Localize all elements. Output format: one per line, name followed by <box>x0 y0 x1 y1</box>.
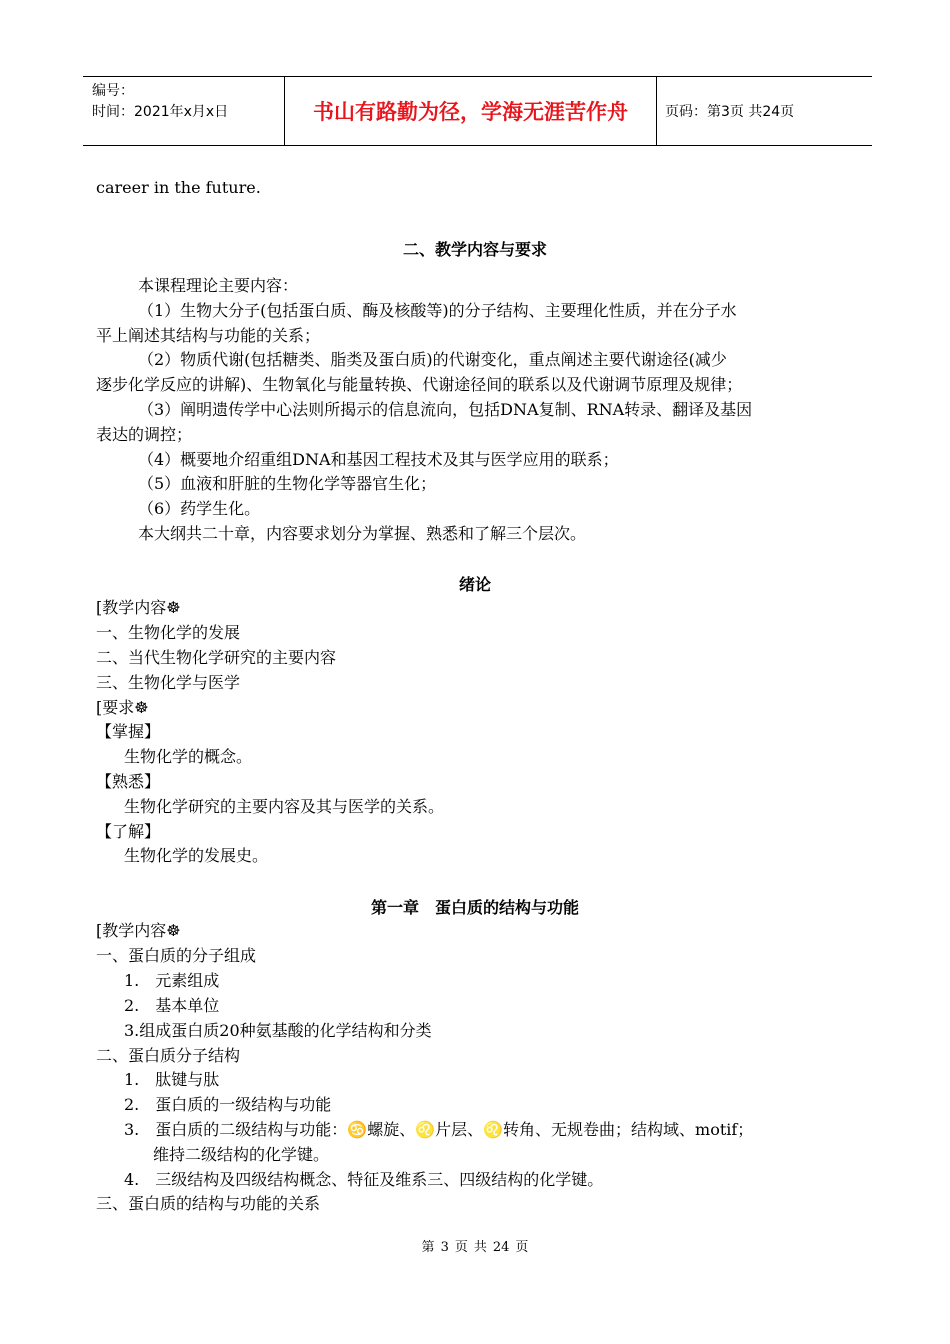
footer-ye: 页 <box>454 1240 468 1255</box>
section2-line: （2）物质代谢(包括糖类、脂类及蛋白质)的代谢变化，重点阐述主要代谢途径(减少 <box>138 350 727 369</box>
chapter1-line: 二、蛋白质分子结构 <box>96 1046 241 1065</box>
header-motto: 书山有路勤为径，学海无涯苦作舟 <box>285 77 657 145</box>
intro-line: 生物化学的概念。 <box>124 747 253 766</box>
section2-line: （3）阐明遗传学中心法则所揭示的信息流向，包括DNA复制、RNA转录、翻译及基因 <box>138 400 753 419</box>
intro-line: 二、当代生物化学研究的主要内容 <box>96 648 337 667</box>
chapter1-line: 3. 蛋白质的二级结构与功能：♋螺旋、♌片层、♌转角、无规卷曲；结构域、motif； <box>124 1120 754 1139</box>
chapter1-line: 2. 基本单位 <box>124 996 220 1015</box>
intro-line: [教学内容☸ <box>96 598 181 617</box>
header-time: 时间：2021年x月x日 <box>92 104 229 120</box>
header-number: 编号： <box>92 83 134 99</box>
chapter1-line: 1. 元素组成 <box>124 971 220 990</box>
chapter1-title: 第一章 蛋白质的结构与功能 <box>370 898 579 917</box>
intro-line: 生物化学研究的主要内容及其与医学的关系。 <box>124 797 445 816</box>
footer-di: 第 <box>421 1240 435 1255</box>
section2-title: 二、教学内容与要求 <box>402 240 547 259</box>
section2-line: 本课程理论主要内容： <box>138 276 299 295</box>
intro-line: 【了解】 <box>96 822 161 841</box>
chapter1-line: 3.组成蛋白质20种氨基酸的化学结构和分类 <box>124 1021 432 1040</box>
chapter1-line: 维持二级结构的化学键。 <box>153 1145 330 1164</box>
chapter1-line: 4. 三级结构及四级结构概念、特征及维系三、四级结构的化学键。 <box>124 1170 604 1189</box>
intro-chapter-title: 绪论 <box>458 575 491 594</box>
section2-line: （4）概要地介绍重组DNA和基因工程技术及其与医学应用的联系； <box>138 450 619 469</box>
section2-line: 平上阐述其结构与功能的关系； <box>96 326 321 345</box>
intro-line: 【熟悉】 <box>96 772 161 791</box>
chapter1-line: 三、蛋白质的结构与功能的关系 <box>96 1194 321 1213</box>
header-meta <box>83 77 285 145</box>
intro-tail: career in the future. <box>96 178 261 197</box>
section2-line: （5）血液和肝脏的生物化学等器官生化； <box>138 474 437 493</box>
intro-line: 一、生物化学的发展 <box>96 623 241 642</box>
chapter1-line: 1. 肽键与肽 <box>124 1070 220 1089</box>
chapter1-line: 2. 蛋白质的一级结构与功能 <box>124 1095 332 1114</box>
header-page: 页码：第3页 共24页 <box>665 104 795 120</box>
intro-line: 生物化学的发展史。 <box>124 846 269 865</box>
footer-ye: 页 <box>515 1240 529 1255</box>
page-header <box>83 76 872 146</box>
footer-page-number: 3 <box>440 1240 449 1255</box>
page-footer <box>0 1236 950 1255</box>
footer-gong: 共 <box>473 1240 487 1255</box>
section2-line: 逐步化学反应的讲解)、生物氧化与能量转换、代谢途径间的联系以及代谢调节原理及规律； <box>96 375 743 394</box>
section2-line: 表达的调控； <box>96 425 193 444</box>
footer-total-pages: 24 <box>492 1240 510 1255</box>
intro-line: 【掌握】 <box>96 722 161 741</box>
chapter1-line: [教学内容☸ <box>96 921 181 940</box>
section2-line: （1）生物大分子(包括蛋白质、酶及核酸等)的分子结构、主要理化性质，并在分子水 <box>138 301 737 320</box>
section2-line: （6）药学生化。 <box>138 499 261 518</box>
section2-line: 本大纲共二十章，内容要求划分为掌握、熟悉和了解三个层次。 <box>138 524 587 543</box>
intro-line: [要求☸ <box>96 698 149 717</box>
chapter1-line: 一、蛋白质的分子组成 <box>96 946 257 965</box>
intro-line: 三、生物化学与医学 <box>96 673 241 692</box>
